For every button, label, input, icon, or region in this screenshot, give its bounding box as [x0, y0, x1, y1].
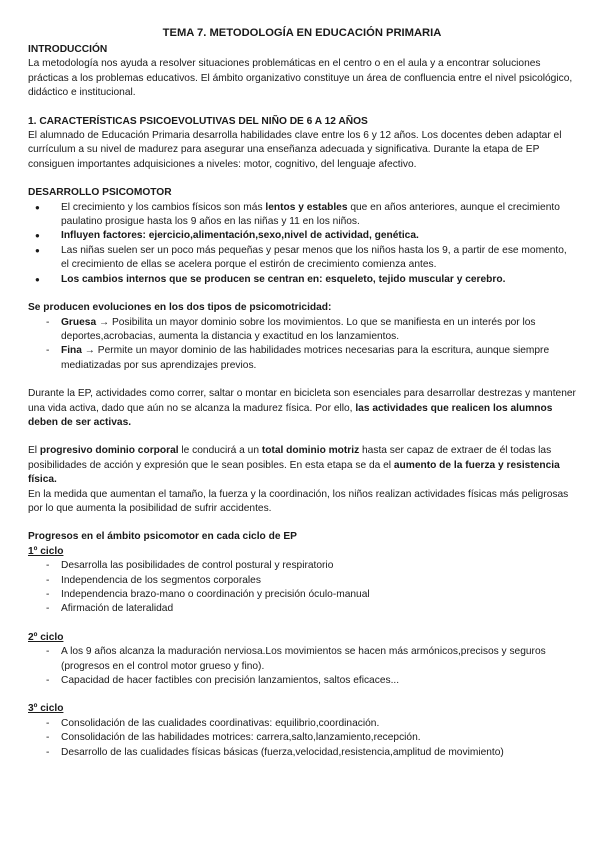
psicomotricidad-list [28, 316, 576, 374]
list-item: - Consolidación de las habilidades motrices: carrera,salto,lanzamiento,recepción. [28, 731, 576, 745]
paragraph-actividades: Durante la EP, actividades como correr, saltar o montar en bicicleta son esenciales para desarrollar destrezas y mantener una vida activa, dado que aún no se alcanza la madurez física. Por ello, las actividades que realicen los alumnos deben de ser activas. [28, 388, 576, 428]
list-item: - Desarrolla las posibilidades de control postural y respiratorio [28, 559, 576, 573]
ciclo-3-list [28, 717, 576, 760]
list-item: - A los 9 años alcanza la maduración nerviosa.Los movimientos se hacen más armónicos,precisos y seguros (progresos en el control motor grueso y fino). [28, 645, 576, 674]
list-item: ● Los cambios internos que se producen se centran en: esqueleto, tejido muscular y cerebro. [28, 273, 576, 287]
list-item: ● Las niñas suelen ser un poco más pequeñas y pesar menos que los niños hasta los 9, a partir de ese momento, el crecimiento de ellas se acelera porque el estirón de crecimiento comienza antes. [28, 244, 576, 273]
list-item: - Independencia brazo-mano o coordinación y precisión óculo-manual [28, 588, 576, 602]
desarrollo-list [28, 201, 576, 287]
document-page [28, 26, 576, 760]
list-item: - Consolidación de las cualidades coordinativas: equilibrio,coordinación. [28, 717, 576, 731]
paragraph-accidentes: En la medida que aumentan el tamaño, la fuerza y la coordinación, los niños realizan actividades físicas más peligrosas por lo que aumenta la posibilidad de sufrir accidentes. [28, 488, 569, 514]
intro-heading: INTRODUCCIÓN [28, 44, 108, 55]
intro-text: La metodología nos ayuda a resolver situaciones problemáticas en el centro o en el aula y a encontrar soluciones prácticas a los problemas educativos. El ámbito organizativo constituye un área de confluencia entre el nivel psicológico, didáctico e institucional. [28, 58, 573, 99]
list-item: - Capacidad de hacer factibles con precisión lanzamientos, saltos eficaces... [28, 674, 576, 688]
page-title: TEMA 7. METODOLOGÍA EN EDUCACIÓN PRIMARIA [162, 27, 442, 39]
desarrollo-heading: DESARROLLO PSICOMOTOR [28, 187, 172, 199]
section1-heading: 1. CARACTERÍSTICAS PSICOEVOLUTIVAS DEL NIÑO DE 6 A 12 AÑOS [28, 115, 368, 127]
psicomotricidad-heading: Se producen evoluciones en los dos tipos de psicomotricidad: [28, 302, 332, 314]
list-item: ● El crecimiento y los cambios físicos son más lentos y estables que en años anteriores, aunque el crecimiento paulatino prosigue hasta los 9 años en las niñas y 11 en los niños. [28, 201, 576, 230]
ciclo-2-list [28, 645, 576, 688]
list-item: - Fina → Permite un mayor dominio de las habilidades motrices necesarias para la escritura, aunque siempre mediatizadas por sus aprendizajes previos. [28, 344, 576, 373]
list-item: - Desarrollo de las cualidades físicas básicas (fuerza,velocidad,resistencia,amplitud de movimiento) [28, 746, 576, 760]
list-item: - Afirmación de lateralidad [28, 602, 576, 616]
ciclo-2-label: 2º ciclo [28, 631, 64, 643]
section1-text: El alumnado de Educación Primaria desarrolla habilidades clave entre los 6 y 12 años. Los docentes deben adaptar el currículum a su nivel de madurez para asegurar una enseñanza adecuada y significativa. Durante la etapa de EP consiguen importantes adquisiciones a niveles: motor, cognitivo, del lenguaje afectivo. [28, 130, 562, 170]
list-item: ● Influyen factores: ejercicio,alimentación,sexo,nivel de actividad, genética. [28, 229, 576, 243]
ciclo-1-label: 1º ciclo [28, 545, 64, 557]
list-item: - Gruesa → Posibilita un mayor dominio sobre los movimientos. Lo que se manifiesta en un interés por los deportes,acrobacias, aumenta la distancia y exactitud en los lanzamientos. [28, 316, 576, 345]
list-item: - Independencia de los segmentos corporales [28, 574, 576, 588]
progresos-heading: Progresos en el ámbito psicomotor en cada ciclo de EP [28, 531, 297, 543]
ciclo-1-list [28, 559, 576, 617]
paragraph-dominio: El progresivo dominio corporal le conducirá a un total dominio motriz hasta ser capaz de extraer de él todas las posibilidades de acción y expresión que le sean posibles. En esta etapa se da el aumento de la fuerza y resistencia física. [28, 445, 560, 486]
ciclo-3-label: 3º ciclo [28, 703, 64, 715]
